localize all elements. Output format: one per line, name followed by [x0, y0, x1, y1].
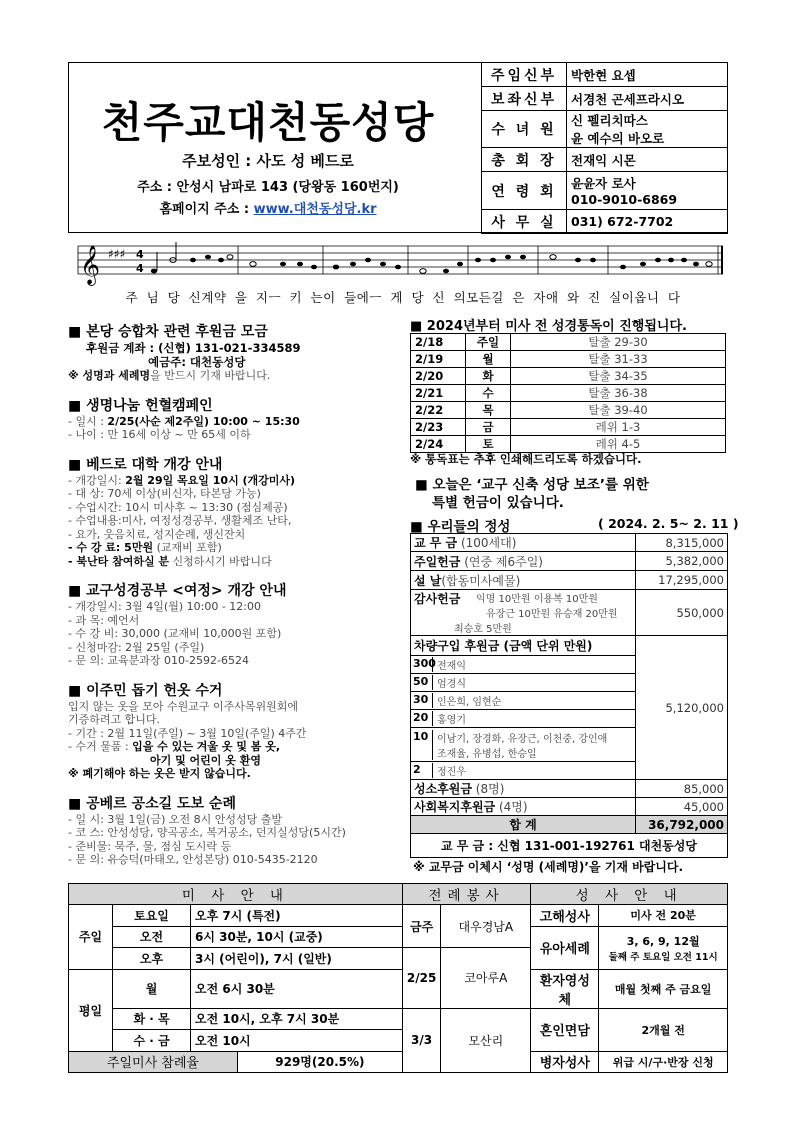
reading-row [411, 385, 726, 402]
staff-name-line: 윤윤자 로사 [571, 176, 636, 191]
offering-amount: 17,295,000 [636, 571, 728, 590]
donor-amount: 20 [411, 711, 433, 726]
info-line: - 개강일시: 3월 4일(월) 10:00 - 12:00 [68, 600, 261, 613]
reading-date: 2/24 [411, 436, 466, 453]
offering-title: ■ 우리들의 정성 [410, 519, 511, 535]
treble-clef-icon: 𝄞 [80, 245, 101, 285]
info-note: (교재비 포함) [153, 541, 222, 554]
info-label: - 개강일시: [68, 473, 126, 487]
offering-amount: 8,315,000 [636, 534, 728, 552]
offering-sub: (100세대) [457, 536, 517, 550]
reading-date: 2/19 [411, 351, 466, 368]
donor-amount: 30 [411, 693, 433, 708]
service-date: 금주 [402, 905, 440, 948]
special-offering-line2: 특별 헌금이 있습니다. [432, 495, 564, 511]
donor-names: 전재익 [437, 661, 466, 672]
mass-day: 오후 [113, 948, 191, 970]
reading-day: 목 [466, 402, 511, 419]
key-signature-icon: ♯♯♯ [108, 247, 126, 261]
offering-amount: 85,000 [636, 780, 728, 798]
offering-account: 교 무 금 : 신협 131-001-192761 대천동성당 [411, 834, 728, 858]
time-signature-icon: 4 [136, 248, 144, 261]
left-column [68, 321, 403, 867]
mass-time: 오전 10시 [191, 1030, 403, 1052]
info-line: - 준비물: 묵주, 물, 점심 도시락 등 [68, 839, 232, 853]
reading-date: 2/18 [411, 334, 466, 351]
weekday-label: 평일 [69, 969, 113, 1051]
offering-label: 설 날 [414, 573, 442, 588]
note-emphasis: ※ 성명과 세례명 [68, 369, 151, 382]
donor-names: 홍영기 [437, 715, 466, 726]
info-value: - 북난타 참여하실 분 [68, 554, 170, 568]
mass-day: 토요일 [113, 905, 191, 927]
info-value: 아기 및 어린이 옷 환영 [150, 753, 261, 767]
donor-names: 정진우 [437, 767, 466, 778]
donor-amount: 10 [411, 730, 433, 760]
reading-date: 2/21 [411, 385, 466, 402]
section-title: ■ 본당 승합차 관련 후원금 모금 [68, 324, 268, 340]
reading-ref: 레위 1-3 [511, 419, 726, 436]
section-title: ■ 이주민 돕기 헌옷 수거 [68, 682, 223, 699]
offering-label: 주일헌금 [414, 554, 461, 569]
info-line: - 일 시: 3월 1일(금) 오전 8시 안성성당 출발 [68, 812, 282, 826]
info-line: - 코 스: 안성성당, 양곡공소, 복거공소, 던지실성당(5시간) [68, 826, 346, 839]
reading-table [410, 333, 726, 453]
lyrics: 주 님 당 신계약 을 지ㅡ 키 는이 들에ㅡ 게 당 신 의모든길 은 자애 와 진 실이옵니 다 [125, 290, 681, 305]
info-line: 기증하려고 합니다. [68, 713, 161, 726]
time-signature-icon: 4 [136, 262, 144, 275]
staff-name [567, 111, 728, 148]
donor-names: 이남기, 장경화, 유장근, 이천중, 강인애 [437, 733, 608, 745]
sunday-label: 주일 [69, 905, 113, 970]
reading-row [411, 334, 726, 351]
offering-sub: (합동미사예물) [441, 573, 521, 588]
info-line: - 수업내용:미사, 여정성경공부, 생활체조 난타, [68, 514, 292, 527]
section-title: ■ 공베르 공소길 도보 순례 [68, 795, 236, 812]
reading-day: 월 [466, 351, 511, 368]
info-value: - 수 강 료: 5만원 [68, 541, 154, 554]
address: 주소 : 안성시 남파로 143 (당왕동 160번지) [137, 180, 399, 195]
info-value: 2월 29일 목요일 10시 (개강미사) [125, 473, 296, 487]
donor-amount: 50 [411, 675, 433, 690]
offering-amount: 45,000 [636, 798, 728, 816]
info-warning: ※ 폐기해야 하는 옷은 받지 않습니다. [68, 767, 251, 780]
service-team: 모산리 [441, 1008, 531, 1073]
donor-names: 조재율, 유병섭, 한승일 [437, 748, 537, 760]
info-line: - 대 상: 70세 이상(비신자, 타본당 가능) [68, 487, 261, 500]
mass-time: 오전 6시 30분 [191, 969, 403, 1008]
offering-period: ( 2024. 2. 5~ 2. 11 ) [598, 516, 739, 531]
section-title: ■ 생명나눔 헌혈캠페인 [68, 397, 213, 414]
staff-role: 수 녀 원 [482, 111, 567, 148]
reading-day: 금 [466, 419, 511, 436]
reading-row [411, 419, 726, 436]
staff-role: 주임신부 [482, 63, 567, 87]
section-title: ■ 교구성경공부 <여정> 개강 안내 [68, 583, 287, 599]
staff-name-line: 신 펠리치따스 [571, 113, 648, 128]
donor-names: 인은희, 임현순 [437, 697, 502, 708]
sacrament-name: 환자영성체 [531, 969, 599, 1008]
donor-amount: 300 [413, 657, 436, 670]
reading-date: 2/20 [411, 368, 466, 385]
info-line: - 나이 : 만 16세 이상 ~ 만 65세 이하 [68, 428, 251, 441]
patron-saint: 주보성인 : 사도 성 베드로 [182, 152, 354, 170]
reading-note: ※ 통독표는 추후 인쇄해드리도록 하겠습니다. [410, 452, 642, 466]
donor-names: 엄경식 [437, 679, 466, 690]
staff-role: 총 회 장 [482, 148, 567, 172]
offering-sub: (연중 제6주일) [460, 554, 543, 569]
reading-ref: 탈출 36-38 [511, 385, 726, 402]
reading-date: 2/23 [411, 419, 466, 436]
sacrament-info: 미사 전 20분 [599, 905, 728, 927]
schedule-table [68, 883, 728, 1073]
offering-sub: (4명) [495, 800, 528, 814]
reading-day: 화 [466, 368, 511, 385]
service-team: 코아루A [441, 948, 531, 1009]
thanks-donors: 익명 10만원 이용복 10만원 [476, 594, 598, 605]
account-holder: 예금주: 대천동성당 [148, 355, 246, 369]
sacrament-name: 병자성사 [531, 1051, 599, 1073]
section-title: ■ 베드로 대학 개강 안내 [68, 456, 223, 473]
mass-time: 3시 (어린이), 7시 (일반) [191, 948, 403, 970]
staff-name: 박한현 요셉 [567, 63, 728, 87]
info-line: - 수 강 비: 30,000 (교재비 10,000원 포함) [68, 627, 282, 640]
parish-name: 천주교대천동성당 [101, 98, 435, 147]
sacrament-info: 위급 시/구·반장 신청 [599, 1051, 728, 1073]
sacrament-name: 혼인면담 [531, 1008, 599, 1051]
homepage [78, 198, 458, 217]
staff-name: 전재익 시몬 [567, 148, 728, 172]
offering-table [410, 533, 728, 858]
info-line: - 신청마감: 2월 25일 (주일) [68, 640, 205, 654]
thanks-donors: 최승호 5만원 [454, 624, 512, 635]
attendance-label: 주일미사 참례율 [69, 1051, 238, 1073]
mass-day: 월 [113, 969, 191, 1008]
staff-name: 031) 672-7702 [567, 210, 728, 234]
offering-amount: 5,120,000 [636, 636, 728, 780]
service-date: 3/3 [402, 1008, 440, 1073]
info-line: - 과 목: 예언서 [68, 613, 140, 627]
service-team: 대우경남A [441, 905, 531, 948]
reading-day: 수 [466, 385, 511, 402]
reading-day: 토 [466, 436, 511, 453]
reading-row [411, 436, 726, 453]
reading-ref: 레위 4-5 [511, 436, 726, 453]
info-line: - 문 의: 유승덕(마태오, 안성본당) 010-5435-2120 [68, 853, 318, 866]
mass-day: 화 · 목 [113, 1008, 191, 1030]
mass-time: 오전 10시, 오후 7시 30분 [191, 1008, 403, 1030]
sacrament-name: 고해성사 [531, 905, 599, 927]
offering-note: ※ 교무금 이체시 ‘성명 (세례명)’을 기재 바랍니다. [413, 860, 684, 874]
homepage-link[interactable]: www.대천동성당.kr [253, 202, 377, 217]
staff-name-line: 윤 예수의 바오로 [571, 131, 665, 146]
reading-day: 주일 [466, 334, 511, 351]
staff-table [481, 62, 728, 234]
reading-ref: 탈출 34-35 [511, 368, 726, 385]
homepage-label: 홈페이지 주소 : [159, 202, 254, 217]
service-date: 2/25 [402, 948, 440, 1009]
staff-name-line: 010-9010-6869 [571, 192, 678, 207]
mass-time: 6시 30분, 10시 (교중) [191, 926, 403, 948]
notes-icon [151, 242, 712, 273]
reading-ref: 탈출 31-33 [511, 351, 726, 368]
reading-ref: 탈출 39-40 [511, 402, 726, 419]
total-label: 합 계 [411, 816, 636, 834]
info-value: 2/25(사순 제2주일) 10:00 ~ 15:30 [107, 414, 300, 428]
reading-row [411, 402, 726, 419]
sacrament-info: 2개월 전 [599, 1008, 728, 1051]
mass-day: 오전 [113, 926, 191, 948]
staff-name [567, 172, 728, 210]
total-amount: 36,792,000 [636, 816, 728, 834]
offering-sub: (8명) [471, 782, 505, 796]
info-label: - 일시 : [68, 414, 108, 428]
offering-label: 성소후원금 [414, 782, 472, 796]
reading-row [411, 368, 726, 385]
info-line: 입지 않는 옷을 모아 수원교구 이주사목위원회에 [68, 699, 299, 713]
staff-name: 서경천 곤세프라시오 [567, 87, 728, 111]
staff-role: 사 무 실 [482, 210, 567, 234]
offering-label: 차량구입 후원금 (금액 단위 만원) [411, 636, 636, 656]
offering-amount: 550,000 [636, 590, 728, 636]
sacrament-name: 유아세례 [531, 926, 599, 969]
staff-role: 보좌신부 [482, 87, 567, 111]
staff-role: 연 령 회 [482, 172, 567, 210]
sacrament-info: 3, 6, 9, 12월 [626, 934, 700, 948]
sacrament-header: 성 사 안 내 [531, 884, 728, 905]
offering-amount: 5,382,000 [636, 552, 728, 571]
offering-label: 사회복지후원금 [414, 800, 496, 814]
info-line: - 요가, 웃음치료, 성지순례, 생신잔치 [68, 527, 246, 541]
info-note: 신청하시기 바랍니다 [169, 554, 272, 568]
thanks-donors: 유장근 10만원 유승재 20만원 [486, 609, 618, 620]
sacrament-info: 매월 첫째 주 금요일 [599, 969, 728, 1008]
reading-title: ■ 2024년부터 미사 전 성경통독이 진행됩니다. [410, 319, 687, 334]
info-line: - 수업시간: 10시 미사후 ~ 13:30 (점심제공) [68, 500, 288, 514]
sacrament-info: 둘째 주 토요일 오전 11시 [608, 951, 718, 963]
donation-account: 후원금 계좌 : (신협) 131-021-334589 [86, 341, 301, 355]
info-value: 입을 수 있는 겨울 옷 및 봄 옷, [132, 740, 281, 753]
mass-day: 수 · 금 [113, 1030, 191, 1052]
mass-header: 미 사 안 내 [69, 884, 403, 905]
reading-ref: 탈출 29-30 [511, 334, 726, 351]
info-label: - 수거 물품 : [68, 740, 133, 753]
mass-time: 오후 7시 (특전) [191, 905, 403, 927]
donor-amount: 2 [411, 763, 433, 778]
offering-label: 감사헌금 [414, 592, 461, 606]
info-line: - 문 의: 교육분과장 010-2592-6524 [68, 654, 249, 667]
service-header: 전례봉사 [402, 884, 530, 905]
info-line: - 기간 : 2월 11일(주일) ~ 3월 10일(주일) 4주간 [68, 726, 307, 740]
special-offering-line1: ■ 오늘은 ‘교구 신축 성당 보조’를 위한 [415, 477, 649, 493]
offering-label: 교 무 금 [414, 536, 458, 550]
reading-date: 2/22 [411, 402, 466, 419]
attendance-value: 929명(20.5%) [237, 1051, 402, 1073]
reading-row [411, 351, 726, 368]
note-text: 을 반드시 기재 바랍니다. [150, 369, 271, 382]
